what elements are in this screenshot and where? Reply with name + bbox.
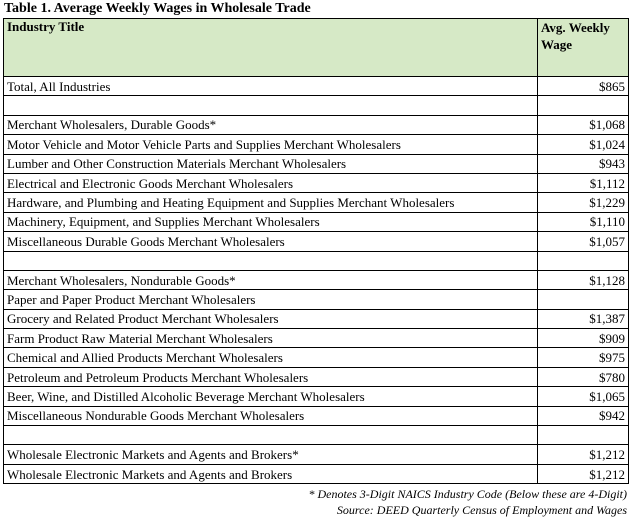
avg-weekly-wage-cell — [538, 426, 629, 445]
table-row — [4, 135, 629, 154]
industry-title-cell: Wholesale Electronic Markets and Agents and Brokers* — [4, 445, 538, 464]
table-row — [4, 154, 629, 173]
table-row — [4, 329, 629, 348]
table-row — [4, 309, 629, 328]
industry-title-cell: Beer, Wine, and Distilled Alcoholic Beverage Merchant Wholesalers — [4, 387, 538, 406]
avg-weekly-wage-cell: $1,229 — [538, 193, 629, 212]
table-title: Table 1. Average Weekly Wages in Wholesale Trade — [4, 1, 311, 16]
table-row — [4, 232, 629, 251]
industry-title-cell — [4, 251, 538, 270]
industry-title-cell: Petroleum and Petroleum Products Merchant Wholesalers — [4, 367, 538, 386]
industry-title-cell: Merchant Wholesalers, Nondurable Goods* — [4, 270, 538, 289]
avg-weekly-wage-cell: $909 — [538, 329, 629, 348]
avg-weekly-wage-cell: $865 — [538, 77, 629, 96]
industry-title-cell — [4, 96, 538, 115]
industry-title-cell: Farm Product Raw Material Merchant Wholesalers — [4, 329, 538, 348]
footnote-naics: * Denotes 3-Digit NAICS Industry Code (Below these are 4-Digit) — [308, 487, 627, 501]
table-header-row — [4, 19, 629, 77]
avg-weekly-wage-cell: $780 — [538, 367, 629, 386]
avg-weekly-wage-cell: $1,112 — [538, 173, 629, 192]
industry-title-cell: Electrical and Electronic Goods Merchant Wholesalers — [4, 173, 538, 192]
industry-title-cell: Merchant Wholesalers, Durable Goods* — [4, 115, 538, 134]
avg-weekly-wage-cell: $1,212 — [538, 445, 629, 464]
avg-weekly-wage-cell: $1,065 — [538, 387, 629, 406]
industry-title-cell: Grocery and Related Product Merchant Wholesalers — [4, 309, 538, 328]
table-row — [4, 406, 629, 425]
avg-weekly-wage-cell: $1,068 — [538, 115, 629, 134]
industry-title-cell: Hardware, and Plumbing and Heating Equipment and Supplies Merchant Wholesalers — [4, 193, 538, 212]
table-row — [4, 212, 629, 231]
table-spacer-row — [4, 96, 629, 115]
table-row — [4, 193, 629, 212]
industry-title-cell: Lumber and Other Construction Materials Merchant Wholesalers — [4, 154, 538, 173]
avg-weekly-wage-cell — [538, 290, 629, 309]
wages-table — [3, 18, 629, 484]
industry-title-cell: Motor Vehicle and Motor Vehicle Parts and Supplies Merchant Wholesalers — [4, 135, 538, 154]
table-row — [4, 367, 629, 386]
avg-weekly-wage-cell — [538, 251, 629, 270]
avg-weekly-wage-cell: $975 — [538, 348, 629, 367]
table-row — [4, 464, 629, 483]
industry-title-cell: Miscellaneous Nondurable Goods Merchant Wholesalers — [4, 406, 538, 425]
industry-title-cell: Machinery, Equipment, and Supplies Merchant Wholesalers — [4, 212, 538, 231]
avg-weekly-wage-cell: $1,024 — [538, 135, 629, 154]
avg-weekly-wage-cell: $942 — [538, 406, 629, 425]
table-row — [4, 387, 629, 406]
avg-weekly-wage-cell: $1,110 — [538, 212, 629, 231]
column-header-avg-weekly-wage — [538, 19, 629, 77]
table-spacer-row — [4, 426, 629, 445]
avg-weekly-wage-cell: $1,057 — [538, 232, 629, 251]
avg-weekly-wage-cell: $1,387 — [538, 309, 629, 328]
industry-title-cell: Miscellaneous Durable Goods Merchant Wholesalers — [4, 232, 538, 251]
industry-title-cell: Wholesale Electronic Markets and Agents and Brokers — [4, 464, 538, 483]
avg-weekly-wage-cell: $1,212 — [538, 464, 629, 483]
avg-weekly-wage-cell: $1,128 — [538, 270, 629, 289]
table-spacer-row — [4, 251, 629, 270]
table-row — [4, 173, 629, 192]
industry-title-cell: Chemical and Allied Products Merchant Wholesalers — [4, 348, 538, 367]
table-body — [4, 77, 629, 484]
industry-title-cell: Paper and Paper Product Merchant Wholesalers — [4, 290, 538, 309]
avg-weekly-wage-cell: $943 — [538, 154, 629, 173]
table-row — [4, 115, 629, 134]
industry-title-cell: Total, All Industries — [4, 77, 538, 96]
table-row — [4, 77, 629, 96]
industry-title-cell — [4, 426, 538, 445]
table-row — [4, 445, 629, 464]
table-row — [4, 348, 629, 367]
table-row — [4, 290, 629, 309]
footnote-source: Source: DEED Quarterly Census of Employment and Wages — [336, 503, 627, 517]
avg-weekly-wage-cell — [538, 96, 629, 115]
column-header-industry-title: Industry Title — [4, 19, 538, 77]
column-header-avg-weekly-wage-label: Avg. Weekly Wage — [541, 20, 610, 52]
table-row — [4, 270, 629, 289]
